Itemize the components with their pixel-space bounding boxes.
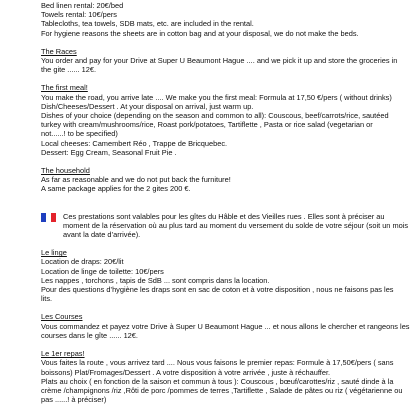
linge-line: Location de draps: 20€/lit (41, 257, 124, 267)
meal-line: Dessert: Egg Cream, Seasonal Fruit Pie . (41, 147, 177, 157)
repas-line: Plats au choix ( en fonction de la saison et commun à tous ): Couscous , bœuf/carottes/riz , sauté dinde à la (41, 376, 394, 386)
races-line: the gite ...... 12€. (41, 65, 97, 75)
repas-line: Vous faites la route , vous arrivez tard .... Nous vous faisons le premier repas: Formule à 17,50€/pers ( sans (41, 358, 394, 368)
meal-line: Local cheeses: Camembert Réo , Trappe de Bricquebec. (41, 138, 228, 148)
meal-line: not......! to be specified) (41, 129, 118, 139)
courses-line: Vous commandez et payez votre Drive à Super U Beaumont Hague ... et nous allons le chercher et rangeons les (41, 321, 410, 331)
courses-heading: Les Courses (41, 312, 83, 322)
french-section (41, 248, 412, 404)
household-heading: The household (41, 166, 90, 176)
intro-line: Bed linen rental: 20€/bed (41, 1, 124, 10)
french-intro (41, 212, 412, 240)
repas-heading: Le 1er repas! (41, 349, 85, 359)
meal-line: You make the road, you arrive late .... We make you the first meal: Formula at 17,50 €/pers ( without drinks) (41, 92, 392, 102)
household-line: A same package applies for the 2 gites 200 €. (41, 184, 191, 194)
intro-line: Towels rental: 10€/pers (41, 10, 117, 20)
meal-line: Dishes of your choice (depending on the season and common to all): Couscous, beef/carrots/rice, sautéed (41, 111, 389, 121)
courses-line: courses dans le gîte ...... 12€. (41, 330, 138, 340)
france-flag-icon (41, 213, 56, 222)
linge-heading: Le linge (41, 248, 67, 258)
repas-line: boissons) Plat/Fromages/Dessert . A votre disposition à votre arrivée , juste à réchauffer. (41, 367, 331, 377)
linge-line: Pour des questions d’hygiène les draps sont en sac de coton et à votre disposition , nous ne faisons pas les (41, 285, 394, 295)
first-meal-heading: The first meal! (41, 83, 88, 93)
meal-line: turkey with cream/mushrooms/rice, Roast pork/potatoes, Tartiflette , Pasta or rice salad (vegetarian or (41, 120, 373, 130)
repas-line: crème /champignons /riz ,Rôti de porc /pommes de terres ,Tartiflette , Salade de pâtes ou riz ( végétarienne ou (41, 385, 403, 395)
linge-line: Les nappes , torchons , tapis de SdB ... sont compris dans la location. (41, 275, 270, 285)
meal-line: Dish/Cheeses/Dessert . At your disposal on arrival, just warm up. (41, 101, 254, 111)
intro-line: For hygiene reasons the sheets are in cotton bag and at your disposal, we do not make the beds. (41, 28, 359, 38)
intro-line: Tablecloths, tea towels, SDB mats, etc. are included in the rental. (41, 19, 254, 29)
races-line: You order and pay for your Drive at Super U Beaumont Hague .... and we pick it up and store the groceries in (41, 56, 398, 66)
races-heading: The Races (41, 46, 77, 56)
linge-line: lits. (41, 294, 53, 304)
repas-line: pas ......! à préciser) (41, 395, 107, 405)
household-line: As far as reasonable and we do not put back the furniture! (41, 175, 231, 185)
english-section (41, 1, 412, 194)
french-intro-text: Ces prestations sont valables pour les gîtes du Hâble et des Vieilles rues . Elles sont à préciser au moment de la réservation où au plus tard au moment du versement du solde de votre séjour (soit un mois avant la date d’arrivée). (63, 211, 409, 240)
linge-line: Location de linge de toilette: 10€/pers (41, 266, 164, 276)
